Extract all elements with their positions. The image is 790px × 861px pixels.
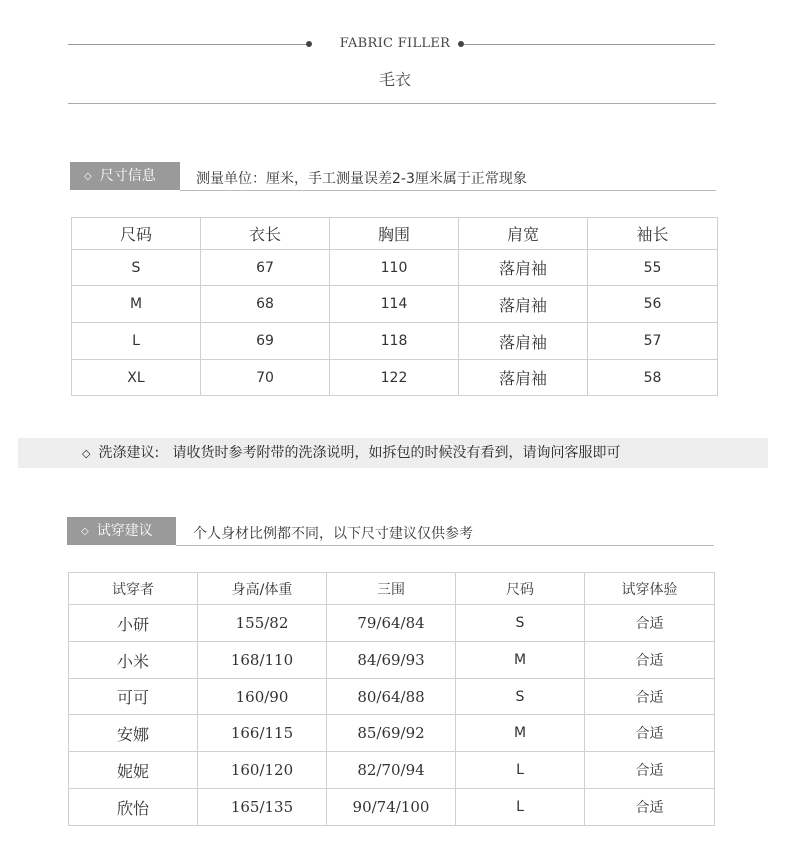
table-cell: 安娜	[69, 715, 198, 752]
table-cell: 160/120	[198, 752, 327, 789]
table-cell: 落肩袖	[459, 323, 588, 360]
table-cell: 114	[330, 286, 459, 323]
size-section-note: 测量单位：厘米，手工测量误差2-3厘米属于正常现象	[196, 171, 527, 187]
wash-text: 请收货时参考附带的洗涤说明，如拆包的时候没有看到，请询问客服即可	[172, 445, 621, 461]
table-cell: 小研	[69, 605, 198, 642]
fit-col-header: 试穿体验	[585, 573, 715, 605]
table-cell: 118	[330, 323, 459, 360]
table-cell: 小米	[69, 642, 198, 679]
table-cell: 82/70/94	[327, 752, 456, 789]
table-row	[69, 642, 715, 679]
table-cell: 80/64/88	[327, 679, 456, 715]
table-cell: 合适	[585, 605, 715, 642]
table-cell: 58	[588, 360, 718, 396]
table-row	[72, 360, 718, 396]
table-cell: M	[456, 642, 585, 679]
table-cell: 160/90	[198, 679, 327, 715]
table-cell: 90/74/100	[327, 789, 456, 826]
table-cell: L	[456, 789, 585, 826]
fit-col-header: 三围	[327, 573, 456, 605]
page-title: FABRIC FILLER	[339, 36, 451, 51]
fit-section-rule	[176, 545, 714, 546]
page-subtitle: 毛衣	[378, 70, 411, 89]
fit-table-header	[69, 573, 715, 605]
wash-banner	[18, 438, 768, 468]
size-col-header: 肩宽	[459, 218, 588, 250]
table-cell: 68	[201, 286, 330, 323]
table-cell: 合适	[585, 789, 715, 826]
table-cell: 165/135	[198, 789, 327, 826]
table-row	[69, 789, 715, 826]
table-cell: 122	[330, 360, 459, 396]
table-cell: 79/64/84	[327, 605, 456, 642]
table-cell: M	[456, 715, 585, 752]
table-cell: M	[72, 286, 201, 323]
table-cell: 70	[201, 360, 330, 396]
table-cell: 妮妮	[69, 752, 198, 789]
table-row	[72, 250, 718, 286]
table-cell: 合适	[585, 752, 715, 789]
table-cell: 合适	[585, 642, 715, 679]
table-cell: 67	[201, 250, 330, 286]
table-row	[69, 752, 715, 789]
fit-section-note: 个人身材比例都不同，以下尺寸建议仅供参考	[193, 526, 473, 542]
fit-section-tag	[67, 517, 176, 545]
table-cell: L	[456, 752, 585, 789]
size-col-header: 胸围	[330, 218, 459, 250]
size-section-rule	[180, 190, 716, 191]
table-cell: S	[456, 679, 585, 715]
table-cell: 55	[588, 250, 718, 286]
table-cell: 110	[330, 250, 459, 286]
table-cell: 57	[588, 323, 718, 360]
table-cell: 85/69/92	[327, 715, 456, 752]
diamond-icon: ◇	[82, 447, 91, 460]
size-col-header: 衣长	[201, 218, 330, 250]
table-cell: S	[72, 250, 201, 286]
table-row	[72, 286, 718, 323]
diamond-icon: ◇	[84, 171, 92, 182]
table-row	[72, 323, 718, 360]
size-table-header	[72, 218, 718, 250]
wash-label: 洗涤建议:	[98, 445, 160, 461]
table-cell: 168/110	[198, 642, 327, 679]
table-cell: XL	[72, 360, 201, 396]
size-col-header: 尺码	[72, 218, 201, 250]
table-cell: L	[72, 323, 201, 360]
diamond-icon: ◇	[81, 526, 89, 537]
table-cell: 落肩袖	[459, 286, 588, 323]
table-row	[69, 679, 715, 715]
size-section-label: 尺寸信息	[99, 168, 156, 184]
table-cell: 落肩袖	[459, 250, 588, 286]
table-cell: 欣怡	[69, 789, 198, 826]
table-cell: 56	[588, 286, 718, 323]
fit-col-header: 试穿者	[69, 573, 198, 605]
table-cell: 合适	[585, 715, 715, 752]
table-cell: S	[456, 605, 585, 642]
size-table	[71, 217, 718, 396]
table-cell: 可可	[69, 679, 198, 715]
table-cell: 84/69/93	[327, 642, 456, 679]
table-cell: 落肩袖	[459, 360, 588, 396]
table-cell: 69	[201, 323, 330, 360]
fit-col-header: 尺码	[456, 573, 585, 605]
table-cell: 合适	[585, 679, 715, 715]
table-cell: 166/115	[198, 715, 327, 752]
fit-section-label: 试穿建议	[96, 523, 153, 539]
header-divider	[68, 103, 716, 104]
table-cell: 155/82	[198, 605, 327, 642]
size-section-tag	[70, 162, 180, 190]
size-col-header: 袖长	[588, 218, 718, 250]
header-line-right	[464, 44, 715, 45]
fit-table	[68, 572, 715, 826]
fit-col-header: 身高/体重	[198, 573, 327, 605]
table-row	[69, 605, 715, 642]
table-row	[69, 715, 715, 752]
